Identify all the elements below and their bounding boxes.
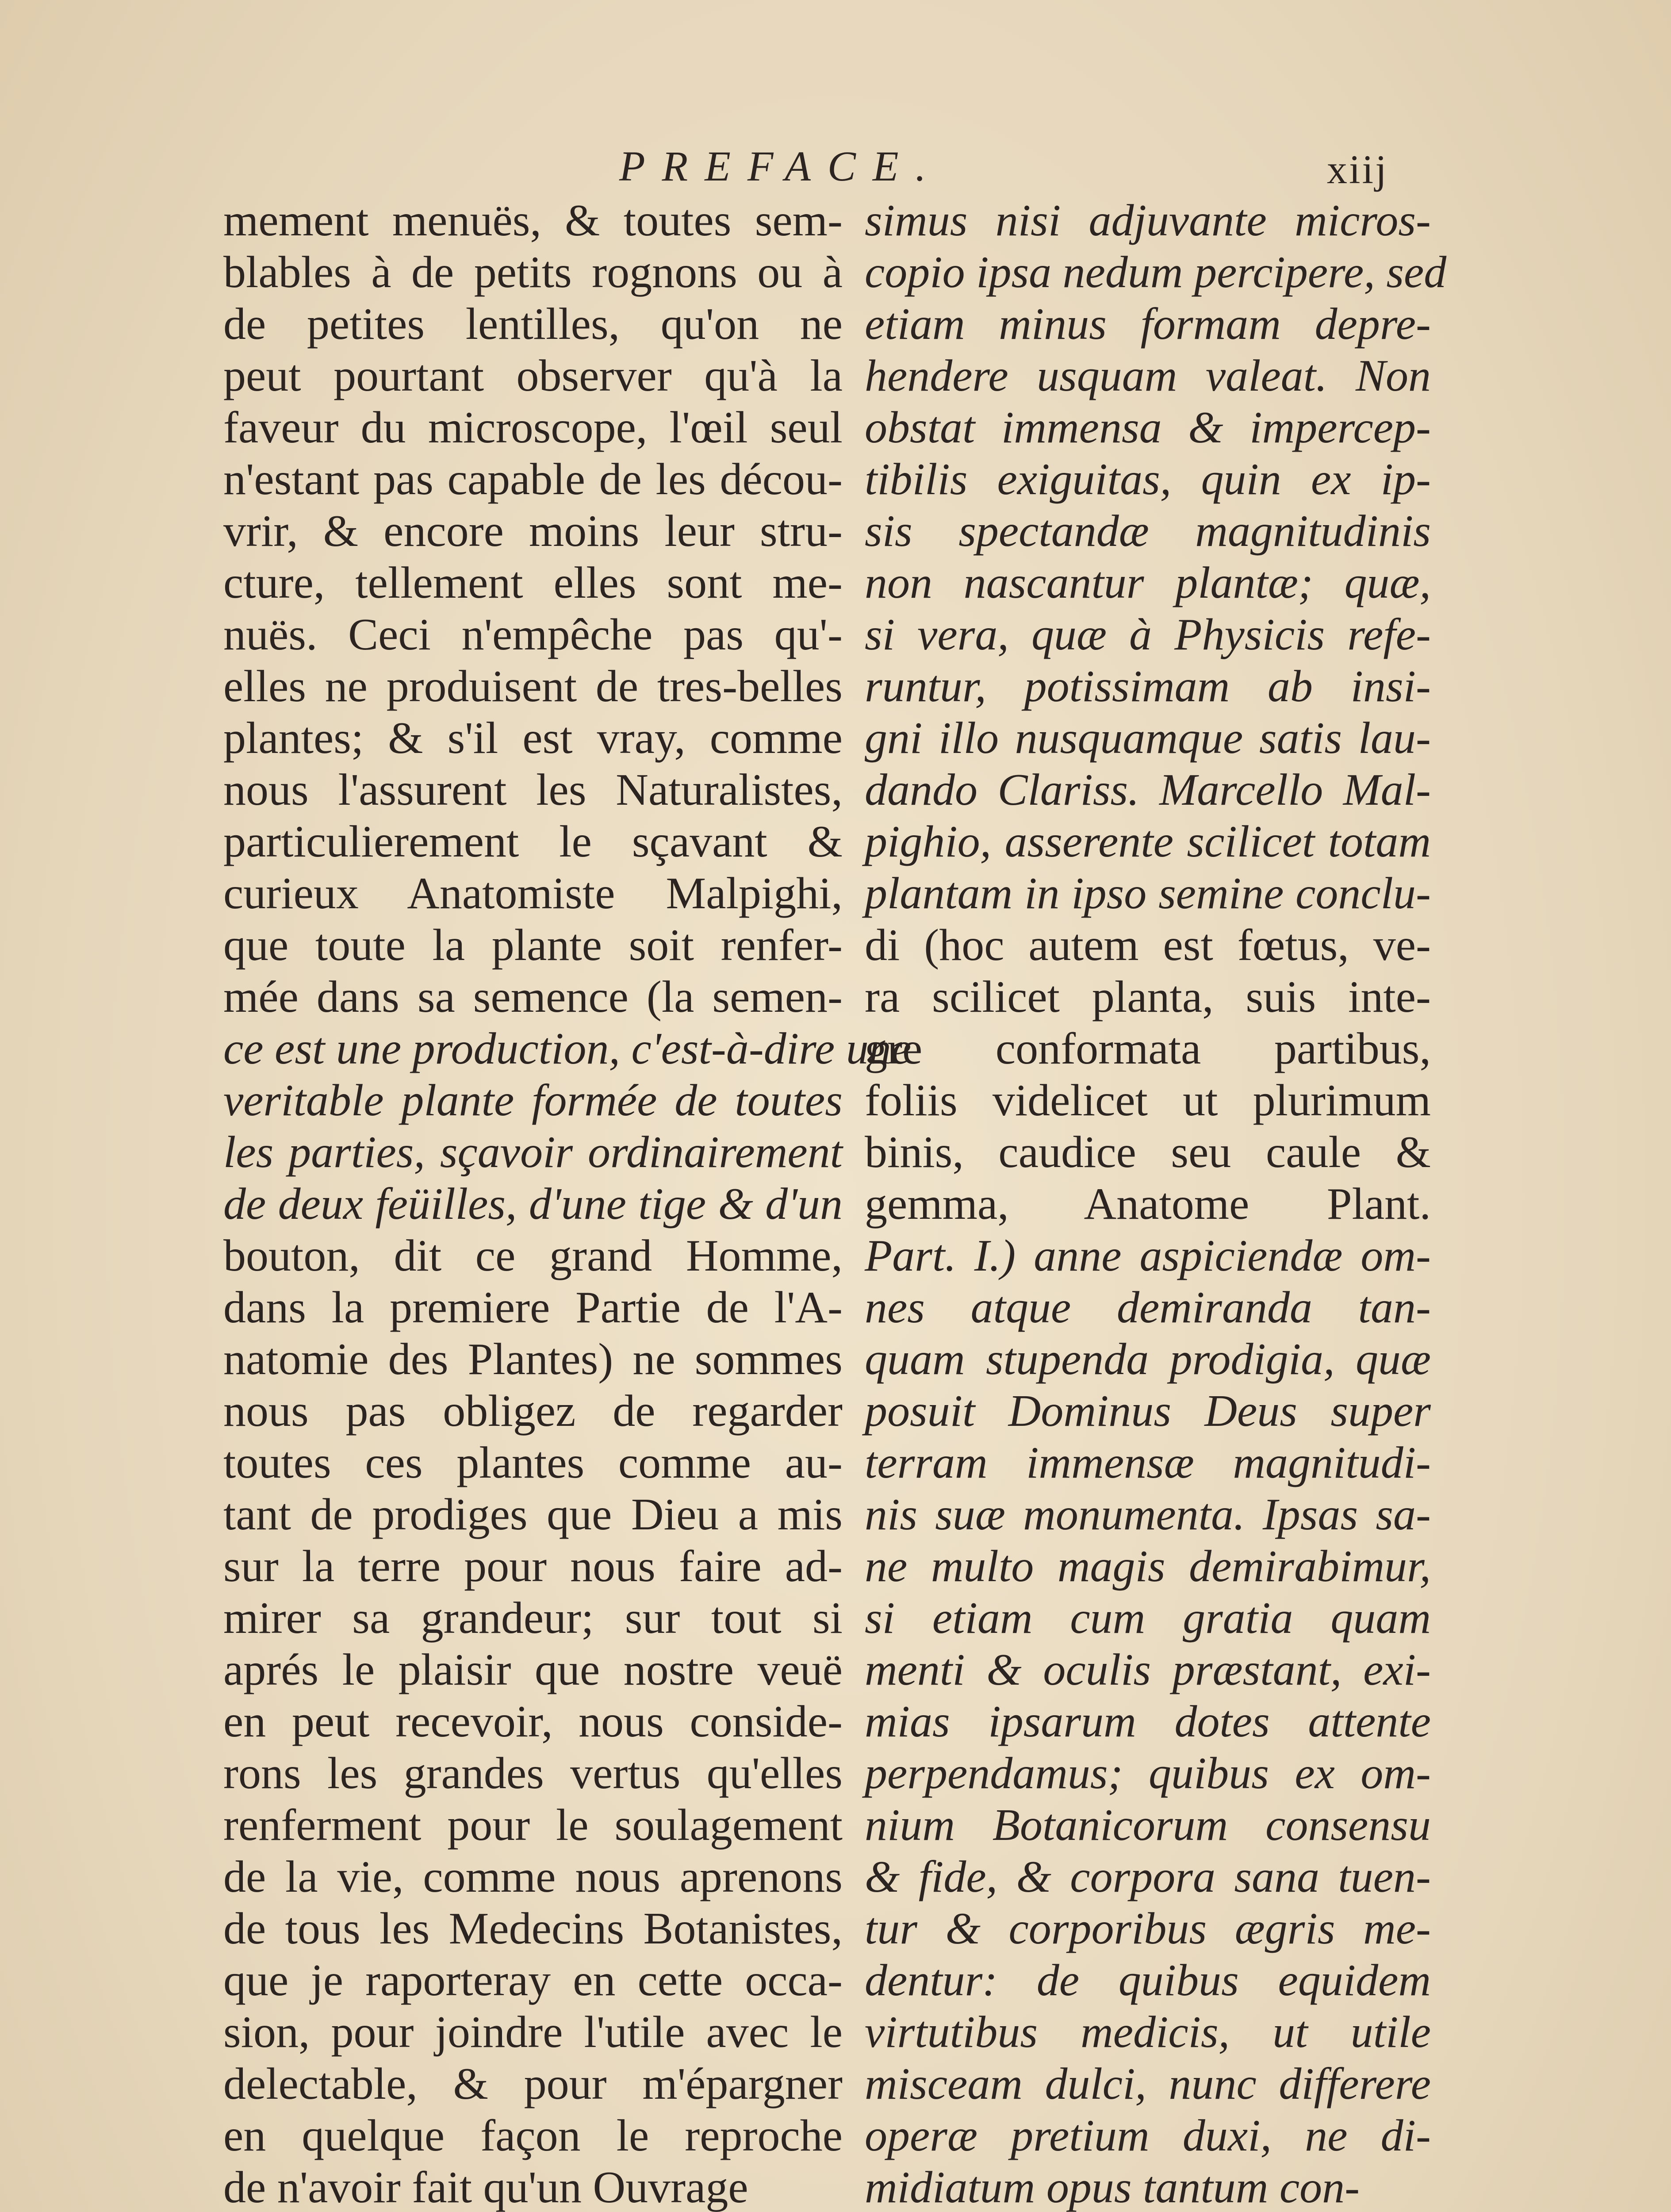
latin-line: virtutibus medicis, ut utile [865, 2007, 1431, 2057]
latin-line: midiatum opus tantum con- [865, 2162, 1360, 2212]
latin-line: ra scilicet planta, suis inte- [865, 972, 1431, 1022]
french-line: natomie des Plantes) ne sommes [223, 1334, 843, 1384]
latin-line: si vera, quæ à Physicis refe- [865, 610, 1431, 660]
french-line: mement menuës, & toutes sem- [223, 196, 843, 246]
french-line: de n'avoir fait qu'un Ouvrage [223, 2162, 748, 2212]
running-head: PREFACE. [619, 142, 943, 190]
french-line: curieux Anatomiste Malpighi, [223, 868, 843, 918]
french-line: n'estant pas capable de les décou- [223, 454, 843, 504]
latin-line: perpendamus; quibus ex om- [865, 1748, 1431, 1798]
french-line: sion, pour joindre l'utile avec le [223, 2007, 843, 2057]
latin-line: tur & corporibus ægris me- [865, 1904, 1431, 1954]
latin-line: gemma, Anatome Plant. [865, 1179, 1431, 1229]
french-line: mée dans sa semence (la semen- [223, 972, 843, 1022]
latin-line: copio ipsa nedum percipere, sed [865, 247, 1447, 297]
french-line: ce est une production, c'est-à-dire une [223, 1024, 912, 1074]
latin-line: foliis videlicet ut plurimum [865, 1075, 1431, 1125]
latin-line: plantam in ipso semine conclu- [865, 868, 1431, 918]
french-line: de tous les Medecins Botanistes, [223, 1904, 843, 1954]
french-line: renferment pour le soulagement [223, 1800, 843, 1850]
french-line: blables à de petits rognons ou à [223, 247, 843, 297]
latin-line: mias ipsarum dotes attente [865, 1697, 1431, 1747]
french-line: particulierement le sçavant & [223, 817, 843, 867]
french-line: faveur du microscope, l'œil seul [223, 403, 843, 453]
latin-line: misceam dulci, nunc differere [865, 2059, 1431, 2109]
french-line: nous l'assurent les Naturalistes, [223, 765, 843, 815]
latin-line: operæ pretium duxi, ne di- [865, 2111, 1431, 2161]
latin-line: nis suæ monumenta. Ipsas sa- [865, 1490, 1431, 1540]
latin-column [865, 195, 1447, 2212]
latin-line: gni illo nusquamque satis lau- [865, 713, 1431, 763]
french-line: les parties, sçavoir ordinairement [223, 1127, 843, 1177]
latin-line: dentur: de quibus equidem [865, 1955, 1431, 2005]
latin-line: gre conformata partibus, [865, 1024, 1431, 1074]
latin-line: posuit Dominus Deus super [865, 1386, 1431, 1436]
french-line: toutes ces plantes comme au- [223, 1438, 843, 1488]
latin-line: simus nisi adjuvante micros- [865, 196, 1431, 246]
french-line: de deux feüilles, d'une tige & d'un [223, 1179, 843, 1229]
french-line: de petites lentilles, qu'on ne [223, 299, 843, 349]
french-line: tant de prodiges que Dieu a mis [223, 1490, 843, 1540]
french-line: vrir, & encore moins leur stru- [223, 506, 843, 556]
french-line: plantes; & s'il est vray, comme [223, 713, 843, 763]
latin-line: dando Clariss. Marcello Mal- [865, 765, 1431, 815]
french-line: mirer sa grandeur; sur tout si [223, 1593, 843, 1643]
latin-line: terram immensæ magnitudi- [865, 1438, 1431, 1488]
latin-line: quam stupenda prodigia, quæ [865, 1334, 1431, 1384]
french-line: peut pourtant observer qu'à la [223, 351, 843, 401]
french-line: bouton, dit ce grand Homme, [223, 1231, 843, 1281]
french-line: nuës. Ceci n'empêche pas qu'- [223, 610, 843, 660]
french-line: delectable, & pour m'épargner [223, 2059, 843, 2109]
french-line: de la vie, comme nous aprenons [223, 1852, 843, 1902]
french-line: en peut recevoir, nous conside- [223, 1697, 843, 1747]
french-line: veritable plante formée de toutes [223, 1075, 843, 1125]
latin-line: di (hoc autem est fœtus, ve- [865, 920, 1431, 970]
french-line: rons les grandes vertus qu'elles [223, 1748, 843, 1798]
french-line: cture, tellement elles sont me- [223, 558, 843, 608]
latin-line: ne multo magis demirabimur, [865, 1541, 1431, 1591]
latin-line: hendere usquam valeat. Non [865, 351, 1431, 401]
french-line: en quelque façon le reproche [223, 2111, 843, 2161]
latin-line: nium Botanicorum consensu [865, 1800, 1431, 1850]
french-line: dans la premiere Partie de l'A- [223, 1283, 843, 1333]
french-line: que je raporteray en cette occa- [223, 1955, 843, 2005]
latin-line: pighio, asserente scilicet totam [865, 817, 1431, 867]
latin-line: obstat immensa & impercep- [865, 403, 1431, 453]
page-number: xiij [1327, 147, 1388, 192]
latin-line: & fide, & corpora sana tuen- [865, 1852, 1431, 1902]
french-line: sur la terre pour nous faire ad- [223, 1541, 843, 1591]
latin-line: menti & oculis præstant, exi- [865, 1645, 1431, 1695]
latin-line: non nascantur plantæ; quæ, [865, 558, 1431, 608]
french-column [223, 195, 912, 2212]
latin-line: si etiam cum gratia quam [865, 1593, 1431, 1643]
latin-line: runtur, potissimam ab insi- [865, 661, 1431, 711]
french-line: elles ne produisent de tres-belles [223, 661, 843, 711]
latin-line: binis, caudice seu caule & [865, 1127, 1431, 1177]
latin-line: tibilis exiguitas, quin ex ip- [865, 454, 1431, 504]
latin-line: sis spectandæ magnitudinis [865, 506, 1431, 556]
latin-line: Part. I.) anne aspiciendæ om- [865, 1231, 1431, 1281]
french-line: que toute la plante soit renfer- [223, 920, 843, 970]
latin-line: nes atque demiranda tan- [865, 1283, 1431, 1333]
french-line: nous pas obligez de regarder [223, 1386, 843, 1436]
french-line: aprés le plaisir que nostre veuë [223, 1645, 843, 1695]
latin-line: etiam minus formam depre- [865, 299, 1431, 349]
